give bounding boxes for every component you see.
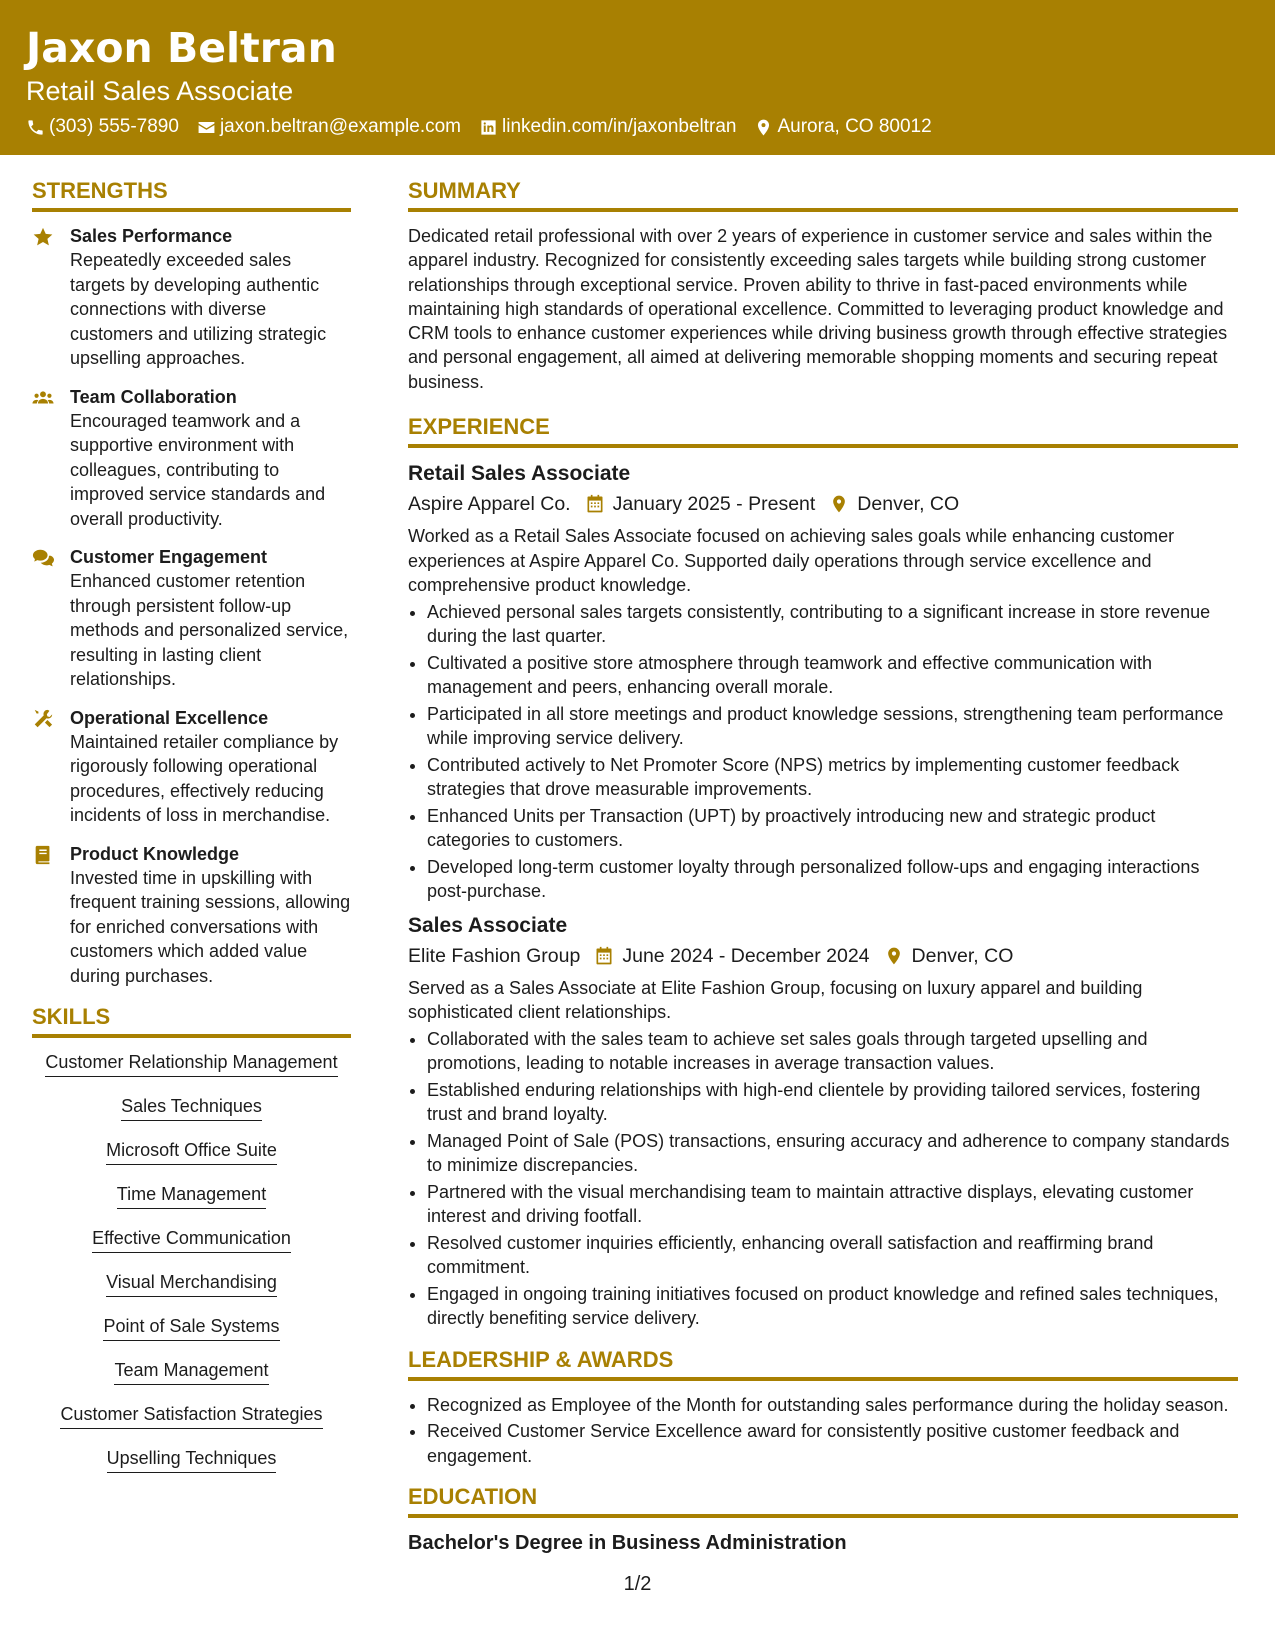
job-company: Elite Fashion Group [408,944,581,967]
book-icon [32,844,54,866]
strength-item [32,706,351,828]
contact-linkedin[interactable] [479,115,736,139]
calendar-icon [585,494,605,514]
page-number: 1/2 [623,1573,652,1595]
left-column [32,176,351,1490]
skill-tag: Effective Communication [92,1226,291,1253]
list-item: • Cultivated a positive store atmosphere through teamwork and effective communication with management and peers, enhancing overall morale. [427,651,1238,700]
job-dates: June 2024 - December 2024 [622,944,870,967]
skill-tag: Customer Relationship Management [45,1050,337,1077]
job-description: Served as a Sales Associate at Elite Fashion Group, focusing on luxury apparel and building sophisticated client relationships. [408,977,1143,1023]
skill-tag: Customer Satisfaction Strategies [60,1402,322,1429]
strength-title: Sales Performance [70,226,233,246]
strengths-heading: STRENGTHS [32,176,351,212]
job-meta [408,942,1238,970]
skill-tag: Sales Techniques [121,1094,262,1121]
contact-email-text: jaxon.beltran@example.com [219,116,462,137]
list-item: • Contributed actively to Net Promoter Score (NPS) metrics by implementing customer feedback strategies that drove measurable improvements. [427,753,1238,802]
right-column [408,176,1238,1556]
job-title: Sales Associate [408,913,568,937]
list-item: • Collaborated with the sales team to achieve set sales goals through targeted upselling and promotions, leading to notable increases in average transaction values. [427,1027,1238,1076]
strength-desc: Repeatedly exceeded sales targets by developing authentic connections with diverse customers and utilizing strategic upselling approaches. [70,250,327,368]
calendar-icon [594,946,614,966]
strength-item [32,224,351,371]
list-item: • Developed long-term customer loyalty through personalized follow-ups and engaging interactions post-purchase. [427,855,1238,904]
skills-heading: SKILLS [32,1002,351,1038]
skill-tag: Visual Merchandising [106,1270,277,1297]
contact-location-text: Aurora, CO 80012 [777,116,932,137]
resume-header [0,0,1275,155]
strength-item [32,842,351,989]
map-pin-icon [754,118,773,137]
experience-heading: EXPERIENCE [408,412,1238,448]
awards-heading: LEADERSHIP & AWARDS [408,1345,1238,1381]
awards-list [408,1393,1238,1469]
linkedin-icon [479,118,498,137]
strength-desc: Invested time in upskilling with frequent training sessions, allowing for enriched conversations with customers which added value during purchases. [70,867,351,986]
list-item: • Engaged in ongoing training initiatives focused on product knowledge and refined sales techniques, directly benefiting service delivery. [427,1282,1238,1331]
users-icon [32,387,54,409]
skill-tag: Time Management [117,1182,266,1209]
map-pin-icon [829,494,849,514]
map-pin-icon [884,946,904,966]
list-item: • Established enduring relationships with high-end clientele by providing tailored services, fostering trust and brand loyalty. [427,1078,1238,1127]
comments-icon [32,547,54,569]
list-item: • Resolved customer inquiries efficiently, enhancing overall satisfaction and reaffirming brand commitment. [427,1231,1238,1280]
contact-phone-text: (303) 555-7890 [49,116,179,137]
phone-icon [26,118,45,137]
strength-desc: Encouraged teamwork and a supportive environment with colleagues, contributing to improved service standards and overall productivity. [70,410,326,529]
job-entry [408,460,1238,904]
summary-heading: SUMMARY [408,176,1238,212]
contact-phone[interactable] [26,115,179,139]
strength-title: Customer Engagement [70,547,268,567]
contact-email[interactable] [197,115,461,139]
job-bullets [408,600,1238,904]
strength-title: Team Collaboration [70,386,237,407]
education-heading: EDUCATION [408,1482,1238,1518]
skills-list [32,1050,351,1490]
summary-text: Dedicated retail professional with over 2 years of experience in customer service and sales within the apparel industry. Recognized for consistently exceeding sales targets while building strong customer relationships through exceptional service. Proven ability to thrive in fast-paced environments while maintaining high standards of operational excellence. Committed to leveraging product knowledge and CRM tools to enhance customer experiences while driving business growth through effective strategies and personal engagement, all aimed at delivering memorable shopping moments and securing repeat business. [408,226,1228,392]
contact-linkedin-text: linkedin.com/in/jaxonbeltran [502,116,737,137]
strength-title: Operational Excellence [70,707,269,728]
job-entry [408,912,1238,1331]
list-item: • Achieved personal sales targets consistently, contributing to a significant increase in store revenue during the last quarter. [427,600,1238,649]
skill-tag: Team Management [114,1358,268,1385]
job-meta [408,490,1238,518]
envelope-icon [197,118,216,137]
strength-title: Product Knowledge [70,843,240,864]
job-location: Denver, CO [911,944,1014,967]
strength-desc: Maintained retailer compliance by rigorously following operational procedures, effectively reducing incidents of loss in merchandise. [70,731,339,825]
list-item: • Received Customer Service Excellence award for consistently positive customer feedback and engagement. [427,1419,1238,1468]
list-item: • Managed Point of Sale (POS) transactions, ensuring accuracy and adherence to company standards to minimize discrepancies. [427,1129,1238,1178]
strength-item [32,385,351,532]
education-degree: Bachelor's Degree in Business Administration [408,1532,847,1555]
candidate-title: Retail Sales Associate [26,76,294,106]
list-item: • Enhanced Units per Transaction (UPT) by proactively introducing new and strategic product categories to customers. [427,804,1238,853]
job-dates: January 2025 - Present [612,493,816,516]
strength-item [32,545,351,692]
tools-icon [32,708,54,730]
skill-tag: Microsoft Office Suite [106,1138,277,1165]
contact-location [754,115,931,139]
star-icon [32,226,54,248]
contact-bar [26,115,950,139]
strength-desc: Enhanced customer retention through persistent follow-up methods and personalized service, resulting in lasting client relationships. [70,571,349,689]
job-location: Denver, CO [857,493,960,516]
skill-tag: Upselling Techniques [107,1446,277,1473]
list-item: • Partnered with the visual merchandising team to maintain attractive displays, elevating customer interest and driving footfall. [427,1180,1238,1229]
job-description: Worked as a Retail Sales Associate focused on achieving sales goals while enhancing customer experiences at Aspire Apparel Co. Supported daily operations through service excellence and comprehensive product knowledge. [408,526,1175,596]
list-item: • Recognized as Employee of the Month for outstanding sales performance during the holiday season. [427,1393,1238,1418]
skill-tag: Point of Sale Systems [103,1314,279,1341]
job-company: Aspire Apparel Co. [408,493,571,516]
candidate-name: Jaxon Beltran [26,24,337,72]
job-bullets [408,1027,1238,1331]
list-item: • Participated in all store meetings and product knowledge sessions, strengthening team performance while improving service delivery. [427,702,1238,751]
job-title: Retail Sales Associate [408,462,631,486]
